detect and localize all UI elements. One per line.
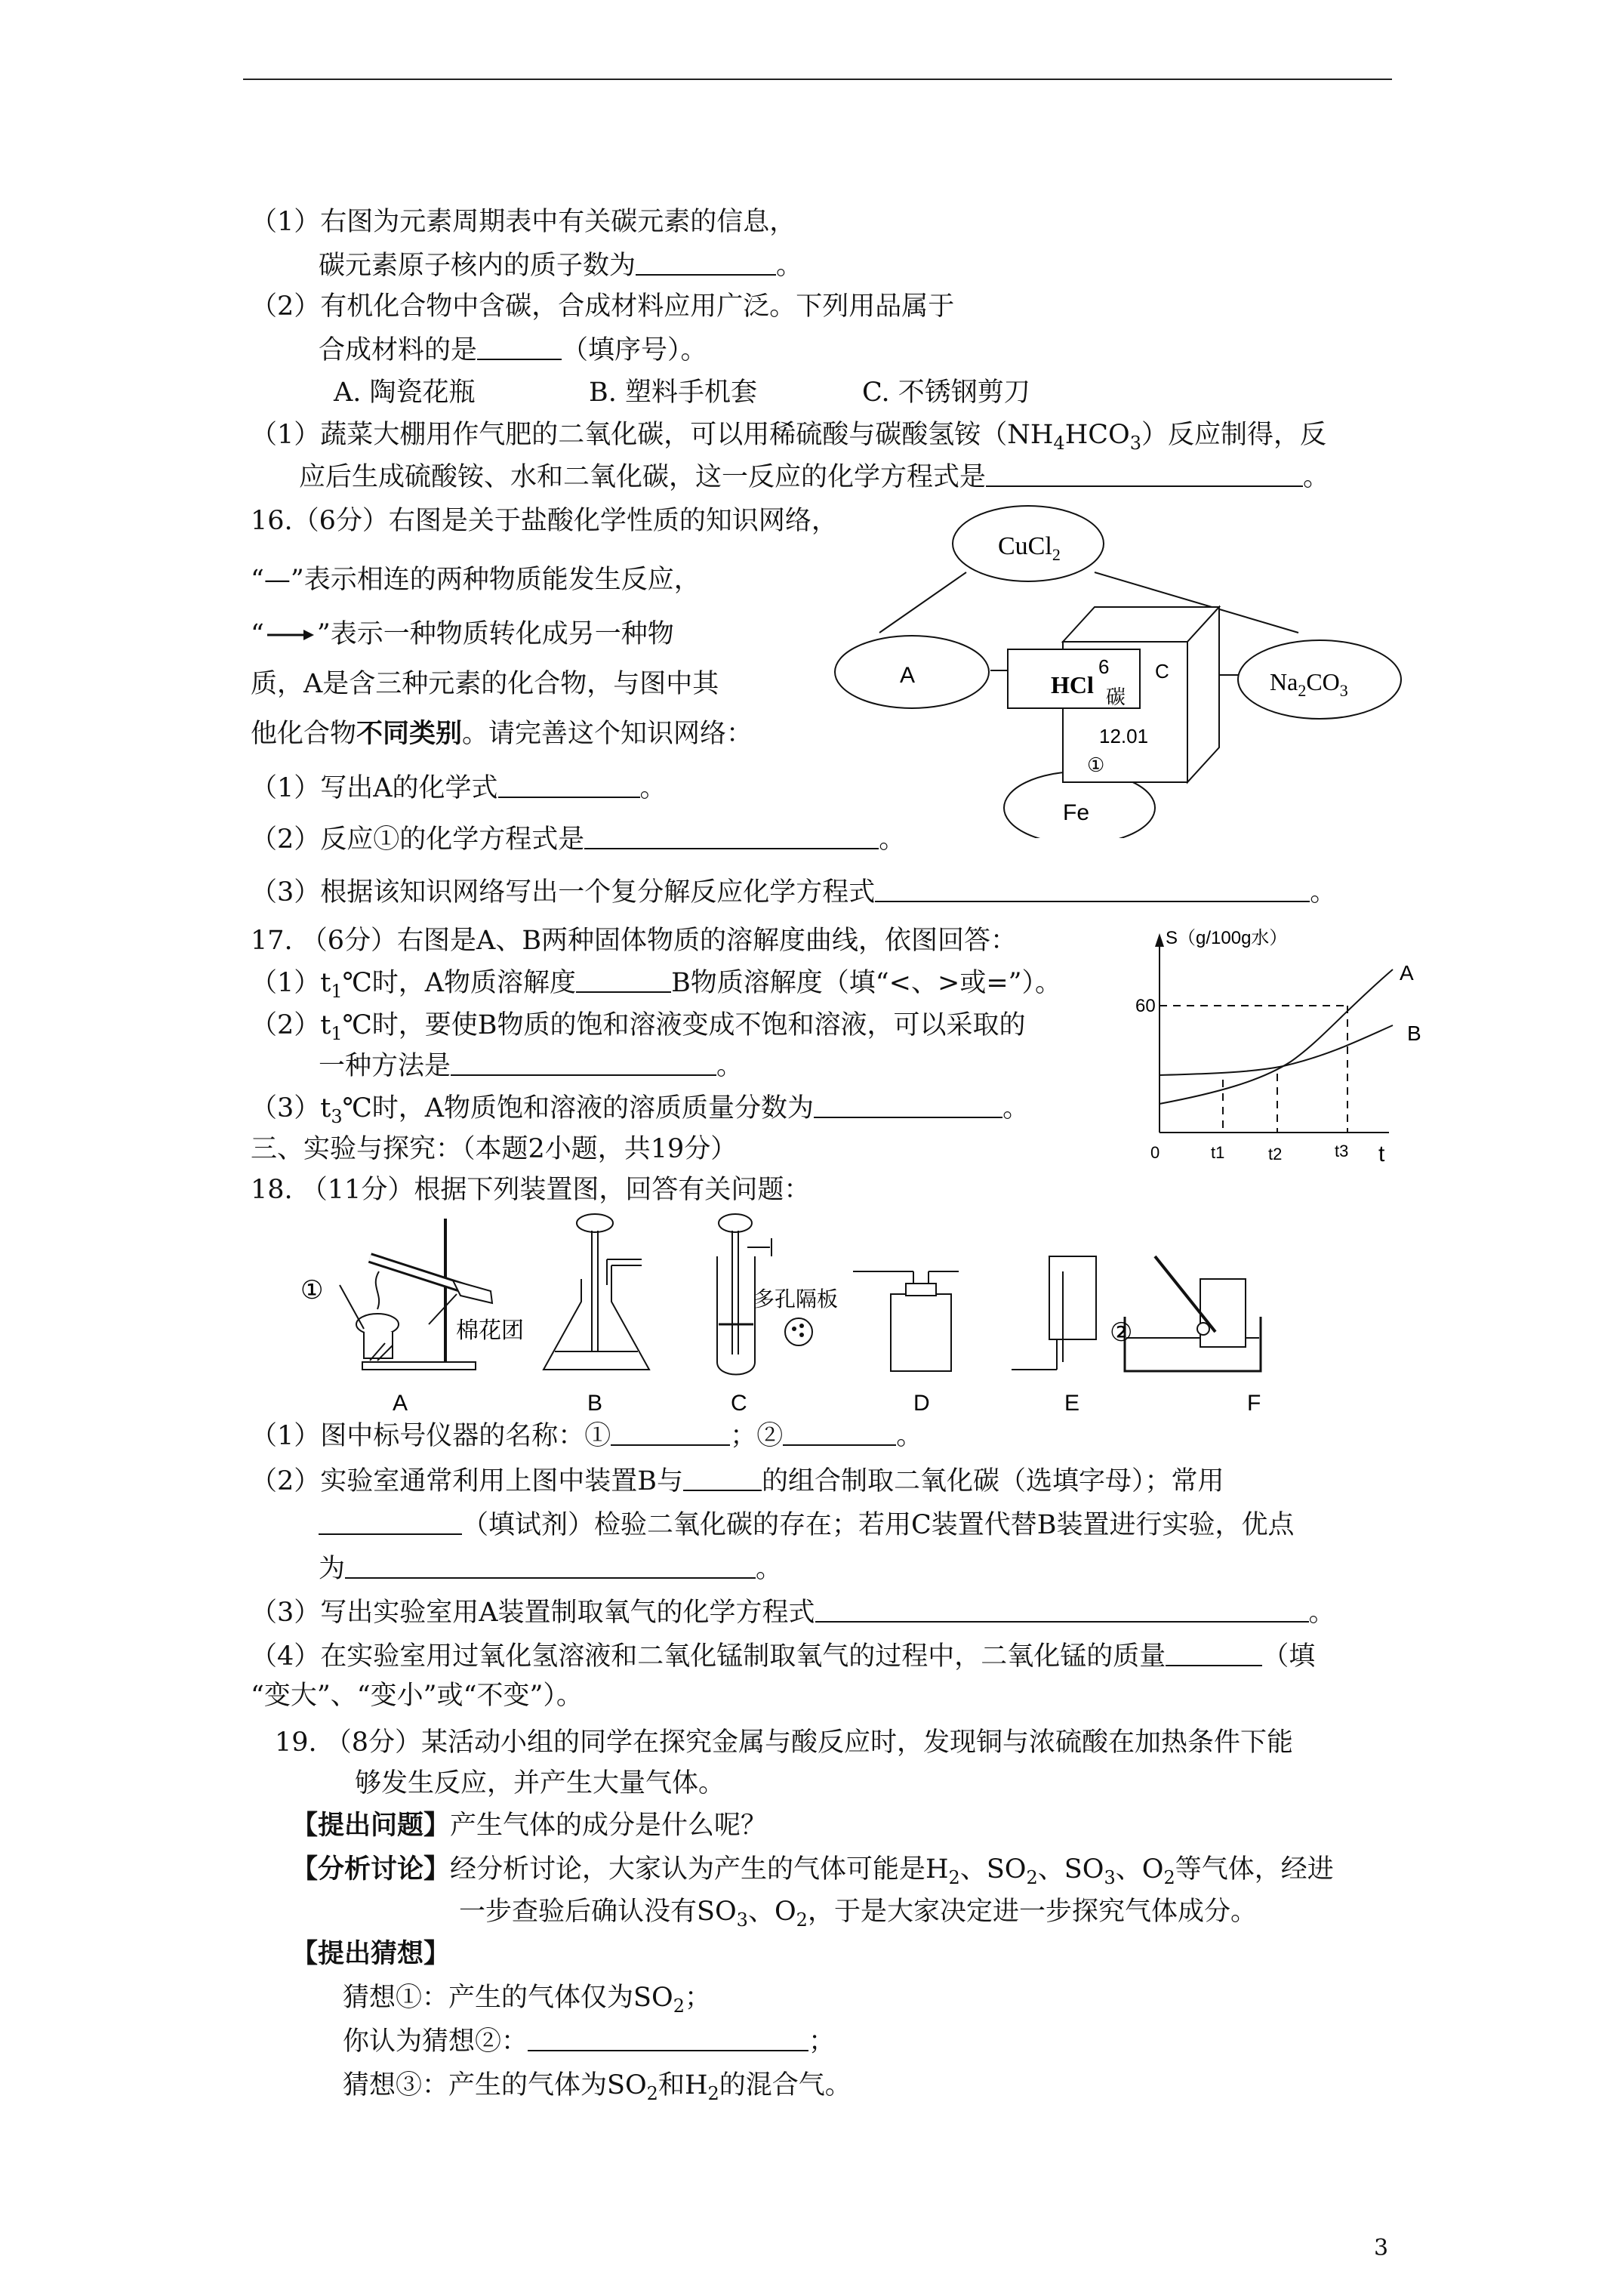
q19-discussion: 【分析讨论】经分析讨论，大家认为产生的气体可能是$H_2$、$SO_2$、$SO_3$、$O_2$等气体，经进	[291, 1854, 1334, 1888]
q15-option-b: B. 塑料手机套	[589, 378, 757, 408]
q17-line1: 17. （6分）右图是A、B两种固体物质的溶解度曲线，依图回答：	[251, 926, 1018, 956]
q19-ask: 【提出问题】产生气体的成分是什么呢？	[291, 1810, 768, 1841]
curve-b-label: B	[1407, 1022, 1421, 1045]
q15-part1-line2: 碳元素原子核内的质子数为 。	[319, 251, 803, 281]
q16-sub1: （1）写出A的化学式 。	[251, 773, 667, 803]
card-symbol: C	[1155, 660, 1169, 683]
q16-line5: 他化合物不同类别。请完善这个知识网络：	[251, 718, 753, 749]
q19-guess-1: 猜想①：产生的气体仅为$SO_2$；	[343, 1983, 711, 2017]
instrument-mark-1: ①	[300, 1277, 324, 1305]
x-tick-t1: t1	[1211, 1143, 1225, 1162]
q17-sub2: $(2)t_1℃$时，要使B物质的饱和溶液变成不饱和溶液，可以采取的	[251, 1010, 1026, 1044]
answer-blank[interactable]	[345, 1555, 756, 1579]
answer-blank[interactable]	[683, 1467, 762, 1491]
q18-sub1: （1）图中标号仪器的名称：① ；② 。	[251, 1421, 923, 1451]
apparatus-e	[1012, 1256, 1096, 1370]
q16-sub2: （2）反应①的化学方程式是 。	[251, 824, 906, 855]
answer-blank[interactable]	[875, 878, 1310, 902]
porous-plate-label: 多孔隔板	[753, 1288, 839, 1311]
y-axis-label: S（g/100g水）	[1166, 928, 1288, 948]
answer-blank[interactable]	[477, 336, 562, 360]
answer-blank[interactable]	[1166, 1642, 1262, 1666]
apparatus-label-a: A	[393, 1391, 408, 1415]
solubility-chart	[1132, 914, 1449, 1170]
q18-sub2: （2）实验室通常利用上图中装置B与 的组合制取二氧化碳（选填字母）；常用	[251, 1466, 1224, 1496]
q19-line2: 够发生反应，并产生大量气体。	[355, 1768, 725, 1798]
card-mass: 12.01	[1099, 725, 1149, 747]
apparatus-d	[853, 1271, 959, 1371]
answer-blank[interactable]	[319, 1511, 462, 1535]
q16-line2: “—”表示相连的两种物质能发生反应，	[251, 565, 701, 595]
curve-a	[1160, 969, 1393, 1104]
q16-line4: 质，A是含三种元素的化合物，与图中其	[251, 669, 719, 699]
q15-option-a: A. 陶瓷花瓶	[334, 378, 476, 408]
apparatus-label-b: B	[587, 1391, 603, 1415]
q15-part2-line1: （2）有机化合物中含碳，合成材料应用广泛。下列用品属于	[251, 291, 955, 322]
reaction-1-mark: ①	[1087, 754, 1105, 776]
fe-label: Fe	[1063, 800, 1090, 825]
q16-sub3: （3）根据该知识网络写出一个复分解反应化学方程式 。	[251, 877, 1337, 908]
section-3-heading: 三、实验与探究：（本题2小题，共19分）	[251, 1134, 738, 1164]
apparatus-a	[340, 1219, 492, 1370]
q19-discussion-line2: 一步查验后确认没有$SO_3$、$O_2$，于是大家决定进一步探究气体成分。	[459, 1897, 1257, 1931]
apparatus-label-d: D	[913, 1391, 930, 1415]
q17-sub2-line2: 一种方法是 。	[319, 1051, 744, 1081]
hcl-network-diagram	[830, 491, 1419, 838]
answer-blank[interactable]	[576, 969, 671, 993]
x-tick-t3: t3	[1335, 1142, 1349, 1160]
apparatus-f	[1125, 1256, 1261, 1371]
q17-sub1: $(1)t_1℃$时，A物质溶解度 B物质溶解度（填“<、>或=”）。	[251, 968, 1062, 1002]
header-rule	[243, 79, 1392, 80]
q15-part3-line1: （1）蔬菜大棚用作气肥的二氧化碳，可以用稀硫酸与碳酸氢铵$(NH_4HCO_3)$反应制得，反	[251, 420, 1326, 454]
q18-line1: 18. （11分）根据下列装置图，回答有关问题：	[251, 1175, 811, 1205]
q18-sub4-line2: “变大”、“变小”或“不变”）。	[251, 1681, 583, 1711]
arrow-icon	[264, 626, 317, 644]
q19-guess-2: 你认为猜想②： ；	[343, 2026, 836, 2057]
q15-part1-line1: （1）右图为元素周期表中有关碳元素的信息，	[251, 207, 796, 237]
y-axis-arrow	[1155, 933, 1164, 947]
y-tick-60: 60	[1135, 996, 1156, 1016]
answer-blank[interactable]	[986, 463, 1303, 487]
q18-sub4: （4）在实验室用过氧化氢溶液和二氧化锰制取氧气的过程中，二氧化锰的质量 （填	[251, 1641, 1316, 1672]
q15-part3-line2: 应后生成硫酸铵、水和二氧化碳，这一反应的化学方程式是 。	[299, 462, 1330, 492]
answer-blank[interactable]	[814, 1094, 1002, 1118]
answer-blank[interactable]	[815, 1598, 1309, 1623]
answer-blank[interactable]	[636, 251, 776, 276]
q17-sub3: $(3)t_3℃$时，A物质饱和溶液的溶质质量分数为 。	[251, 1093, 1030, 1127]
q15-part2-line2: 合成材料的是 （填序号）。	[319, 335, 707, 365]
q18-sub2-line3: 为 。	[319, 1554, 783, 1584]
q19-guess-3: 猜想③：产生的气体为$SO_2$和$H_2$的混合气。	[343, 2070, 852, 2104]
a-label: A	[900, 663, 916, 688]
apparatus-label-c: C	[731, 1391, 747, 1415]
card-name: 碳	[1106, 686, 1126, 708]
link-line	[879, 572, 966, 633]
apparatus-figure	[294, 1211, 1306, 1415]
curve-b	[1160, 1025, 1393, 1075]
instrument-mark-2: ②	[1110, 1319, 1133, 1347]
apparatus-label-f: F	[1247, 1391, 1261, 1415]
answer-blank[interactable]	[783, 1422, 896, 1446]
cucl2-label: CuCl$_2$	[998, 532, 1061, 564]
apparatus-b	[544, 1214, 649, 1370]
origin-label: 0	[1150, 1143, 1160, 1162]
q19-line1: 19. （8分）某活动小组的同学在探究金属与酸反应时，发现铜与浓硫酸在加热条件下能	[275, 1727, 1294, 1758]
q18-sub3: （3）写出实验室用A装置制取氧气的化学方程式 。	[251, 1598, 1335, 1628]
curve-a-label: A	[1400, 961, 1414, 985]
x-tick-t2: t2	[1268, 1145, 1283, 1163]
card-atomic-number: 6	[1098, 655, 1110, 678]
q15-option-c: C. 不锈钢剪刀	[862, 378, 1030, 408]
answer-blank[interactable]	[451, 1052, 716, 1076]
cotton-label: 棉花团	[456, 1318, 524, 1343]
q19-guess-heading: 【提出猜想】	[291, 1938, 451, 1969]
page-number: 3	[1374, 2235, 1389, 2261]
answer-blank[interactable]	[528, 2027, 808, 2051]
x-axis-label: t	[1378, 1142, 1385, 1166]
q16-line3: “ ”表示一种物质转化成另一种物	[251, 619, 674, 649]
q18-sub2-line2: （填试剂）检验二氧化碳的存在；若用C装置代替B装置进行实验，优点	[319, 1509, 1295, 1542]
apparatus-label-e: E	[1064, 1391, 1080, 1415]
answer-blank[interactable]	[498, 774, 640, 798]
hcl-label: HCl	[1051, 671, 1094, 698]
answer-blank[interactable]	[611, 1422, 730, 1446]
q16-line1: 16.（6分）右图是关于盐酸化学性质的知识网络，	[251, 506, 838, 536]
na2co3-label: $Na_2CO_3$	[1270, 668, 1348, 700]
